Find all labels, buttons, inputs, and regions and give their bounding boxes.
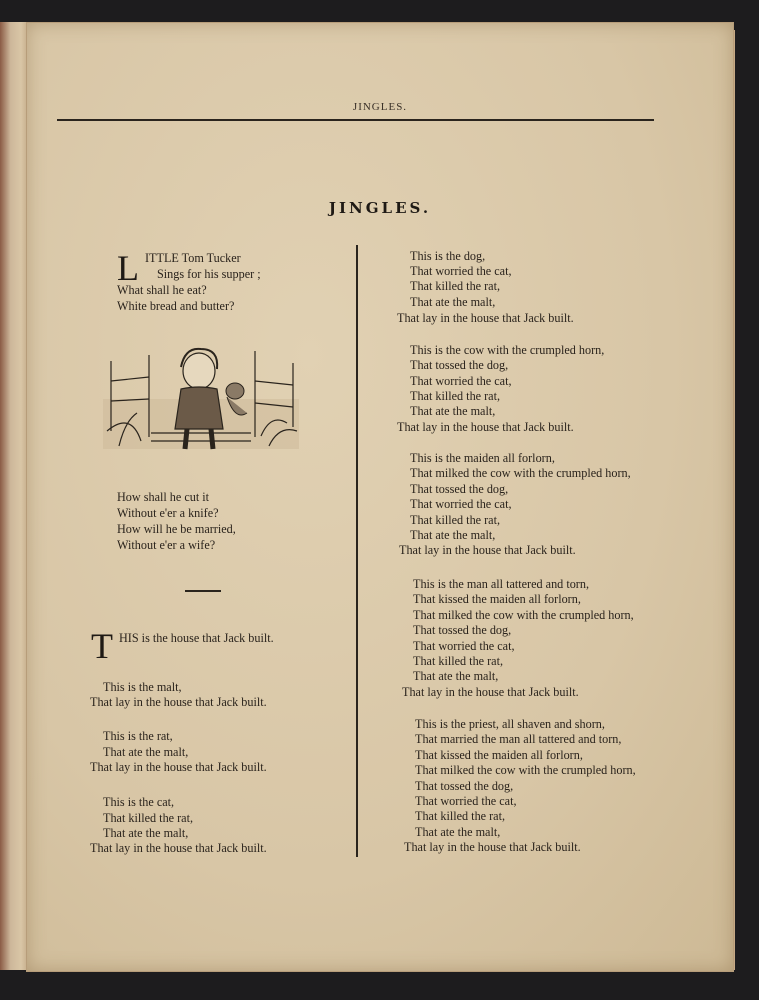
house-line: That lay in the house that Jack built.	[399, 543, 576, 557]
house-line: This is the man all tattered and torn,	[413, 577, 589, 591]
tucker-line: How shall he cut it	[117, 490, 210, 504]
house-line: That worried the cat,	[410, 497, 512, 511]
tucker-line: Sings for his supper ;	[157, 267, 261, 281]
child-illustration	[101, 341, 301, 456]
house-line: That lay in the house that Jack built.	[90, 695, 267, 709]
house-line: That ate the malt,	[103, 745, 189, 759]
page-title: JINGLES.	[328, 199, 432, 217]
house-line: That ate the malt,	[415, 825, 501, 839]
house-line: That worried the cat,	[410, 264, 512, 278]
house-line: That kissed the maiden all forlorn,	[415, 748, 583, 762]
house-line: That killed the rat,	[410, 279, 501, 293]
house-line: That tossed the dog,	[410, 482, 509, 496]
book-page	[26, 22, 734, 972]
house-line: This is the malt,	[103, 680, 182, 694]
running-head: JINGLES.	[352, 101, 408, 113]
house-line: HIS is the house that Jack built.	[119, 631, 274, 645]
house-line: That ate the malt,	[410, 295, 496, 309]
house-line: This is the cat,	[103, 795, 175, 809]
drop-cap-l: L	[117, 248, 139, 288]
tucker-line: Without e'er a wife?	[117, 538, 216, 552]
house-line: This is the priest, all shaven and shorn,	[415, 717, 605, 731]
house-line: That lay in the house that Jack built.	[402, 685, 579, 699]
house-line: That killed the rat,	[415, 809, 506, 823]
house-line: That tossed the dog,	[410, 358, 509, 372]
house-line: That milked the cow with the crumpled horn,	[413, 608, 634, 622]
section-rule	[185, 590, 221, 592]
house-line: That killed the rat,	[410, 389, 501, 403]
house-line: That lay in the house that Jack built.	[397, 420, 574, 434]
house-line: That ate the malt,	[410, 528, 496, 542]
tucker-line: ITTLE Tom Tucker	[145, 251, 241, 265]
house-line: That ate the malt,	[413, 669, 499, 683]
tucker-line: Without e'er a knife?	[117, 506, 219, 520]
house-line: That kissed the maiden all forlorn,	[413, 592, 581, 606]
house-line: This is the dog,	[410, 249, 486, 263]
house-line: That worried the cat,	[413, 639, 515, 653]
drop-cap-t: T	[91, 626, 113, 666]
house-line: That married the man all tattered and torn,	[415, 732, 622, 746]
house-line: This is the maiden all forlorn,	[410, 451, 555, 465]
house-line: That lay in the house that Jack built.	[404, 840, 581, 854]
house-line: That ate the malt,	[103, 826, 189, 840]
house-line: That killed the rat,	[413, 654, 504, 668]
house-line: That killed the rat,	[103, 811, 194, 825]
house-line: This is the rat,	[103, 729, 173, 743]
tucker-line: What shall he eat?	[117, 283, 207, 297]
column-divider	[356, 245, 358, 857]
house-line: That killed the rat,	[410, 513, 501, 527]
house-line: That ate the malt,	[410, 404, 496, 418]
house-line: That lay in the house that Jack built.	[90, 760, 267, 774]
house-line: That milked the cow with the crumpled horn,	[415, 763, 636, 777]
house-line: That tossed the dog,	[415, 779, 514, 793]
house-line: That lay in the house that Jack built.	[90, 841, 267, 855]
house-line: That worried the cat,	[415, 794, 517, 808]
house-line: That worried the cat,	[410, 374, 512, 388]
house-line: That tossed the dog,	[413, 623, 512, 637]
house-line: This is the cow with the crumpled horn,	[410, 343, 605, 357]
house-line: That lay in the house that Jack built.	[397, 311, 574, 325]
house-line: That milked the cow with the crumpled horn,	[410, 466, 631, 480]
tucker-line: How will he be married,	[117, 522, 236, 536]
header-rule	[57, 119, 654, 121]
tucker-line: White bread and butter?	[117, 299, 235, 313]
